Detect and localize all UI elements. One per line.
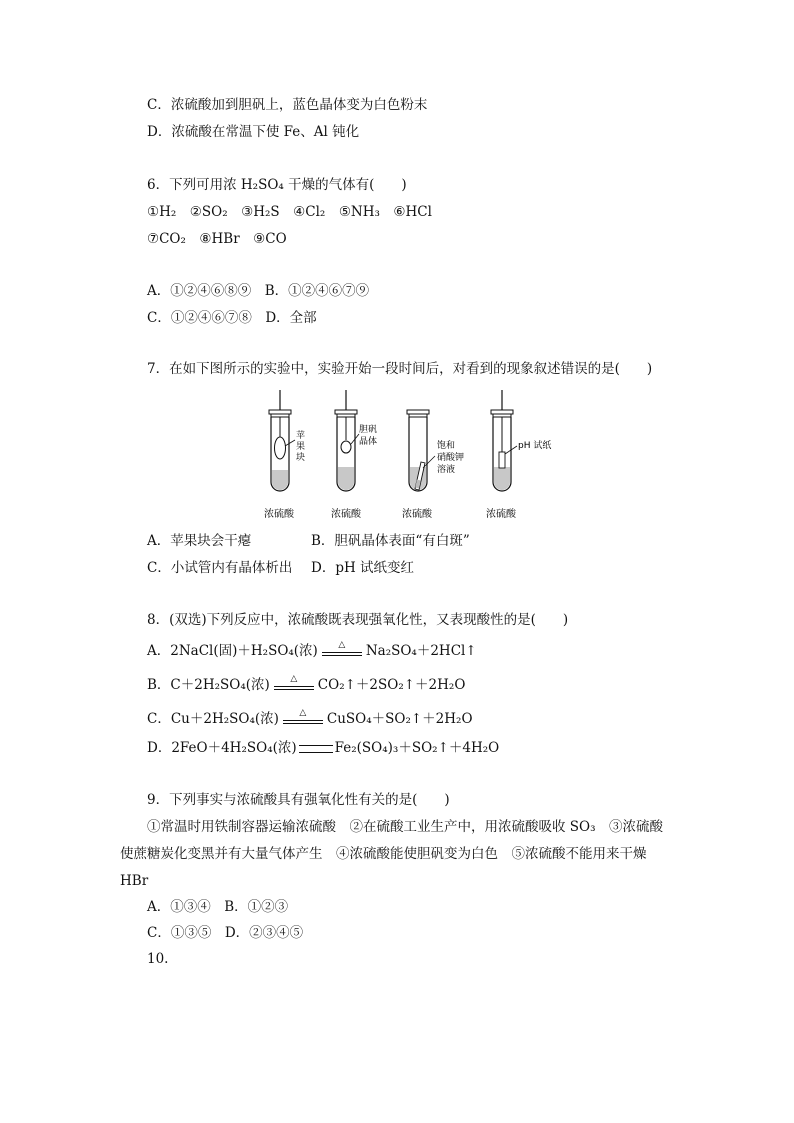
label-crystal-2: 晶体 bbox=[359, 437, 378, 447]
q6-gases-line1: ①H₂ ②SO₂ ③H₂S ④Cl₂ ⑤NH₃ ⑥HCl bbox=[147, 204, 432, 220]
q8-c-reactants: C．Cu＋2H₂SO₄(浓) bbox=[147, 711, 279, 727]
q8-option-a bbox=[147, 639, 477, 660]
label-crystal-1: 胆矾 bbox=[359, 425, 378, 435]
q8-option-d bbox=[147, 739, 499, 757]
q8-a-reactants: A．2NaCl(固)＋H₂SO₄(浓) bbox=[147, 643, 318, 659]
heating-condition-sign bbox=[283, 707, 323, 728]
q8-d-products: Fe₂(SO₄)₃＋SO₂↑＋4H₂O bbox=[334, 740, 500, 756]
q8-b-reactants: B．C＋2H₂SO₄(浓) bbox=[147, 677, 270, 693]
label-apple-1: 苹 bbox=[296, 431, 306, 441]
test-tube-crystal bbox=[331, 390, 377, 520]
label-apple-2: 果 bbox=[296, 442, 306, 452]
test-tube-ph-paper bbox=[486, 390, 551, 520]
q8-d-reactants: D．2FeO＋4H₂SO₄(浓) bbox=[147, 740, 297, 756]
heat-triangle-icon: △ bbox=[299, 707, 307, 718]
equals-sign bbox=[299, 745, 333, 753]
q9-stem: 9．下列事实与浓硫酸具有强氧化性有关的是( ) bbox=[147, 792, 450, 808]
q8-stem: 8．(双选)下列反应中，浓硫酸既表现强氧化性，又表现酸性的是( ) bbox=[147, 612, 569, 628]
heating-condition-sign bbox=[322, 639, 362, 660]
q7-stem: 7．在如下图所示的实验中，实验开始一段时间后，对看到的现象叙述错误的是( ) bbox=[147, 361, 653, 377]
tube-label-1: 浓硫酸 bbox=[264, 509, 294, 520]
q6-gases-line2: ⑦CO₂ ⑧HBr ⑨CO bbox=[147, 231, 287, 247]
q9-options-cd: C．①③⑤ D．②③④⑤ bbox=[147, 925, 304, 941]
tube-label-2: 浓硫酸 bbox=[331, 509, 361, 520]
label-kno3-3: 溶液 bbox=[437, 465, 456, 475]
test-tube-kno3 bbox=[402, 410, 464, 520]
q6-stem: 6．下列可用浓 H₂SO₄ 干燥的气体有( ) bbox=[147, 177, 407, 193]
q8-option-b bbox=[147, 673, 466, 694]
heat-triangle-icon: △ bbox=[290, 673, 298, 684]
tube-label-4: 浓硫酸 bbox=[486, 509, 516, 520]
q5-option-d: D．浓硫酸在常温下使 Fe、Al 钝化 bbox=[147, 124, 360, 140]
q8-a-products: Na₂SO₄＋2HCl↑ bbox=[365, 643, 477, 659]
q6-options-cd: C．①②④⑥⑦⑧ D．全部 bbox=[147, 310, 317, 326]
q9-statements-line1: ①常温时用铁制容器运输浓硫酸 ②在硫酸工业生产中，用浓硫酸吸收 SO₃ ③浓硫酸 bbox=[147, 819, 664, 835]
experiment-figure bbox=[255, 390, 555, 525]
q8-b-products: CO₂↑＋2SO₂↑＋2H₂O bbox=[317, 677, 466, 693]
label-kno3-2: 硝酸钾 bbox=[437, 453, 465, 463]
heat-triangle-icon: △ bbox=[338, 639, 346, 650]
q10-number: 10. bbox=[147, 951, 169, 967]
tube-label-3: 浓硫酸 bbox=[402, 509, 432, 520]
q7-option-a: A．苹果块会干瘪 bbox=[147, 533, 252, 549]
test-tube-apple bbox=[264, 390, 305, 520]
q9-statements-line2: 使蔗糖炭化变黑并有大量气体产生 ④浓硫酸能使胆矾变为白色 ⑤浓硫酸不能用来干燥 bbox=[120, 846, 647, 862]
q5-option-c: C．浓硫酸加到胆矾上，蓝色晶体变为白色粉末 bbox=[147, 97, 428, 113]
label-kno3-1: 饱和 bbox=[437, 441, 456, 451]
q7-option-c: C．小试管内有晶体析出 bbox=[147, 560, 293, 576]
heating-condition-sign bbox=[274, 673, 314, 694]
label-apple-3: 块 bbox=[296, 453, 306, 463]
q7-option-d: D．pH 试纸变红 bbox=[311, 560, 415, 576]
q7-option-b: B．胆矾晶体表面“有白斑” bbox=[311, 533, 470, 549]
q6-options-ab: A．①②④⑥⑧⑨ B．①②④⑥⑦⑨ bbox=[147, 283, 370, 299]
q9-options-ab: A．①③④ B．①②③ bbox=[147, 899, 289, 915]
label-ph-paper: pH 试纸 bbox=[518, 441, 552, 451]
q8-c-products: CuSO₄＋SO₂↑＋2H₂O bbox=[326, 711, 473, 727]
q8-option-c bbox=[147, 707, 473, 728]
q9-statements-line3: HBr bbox=[120, 873, 149, 889]
